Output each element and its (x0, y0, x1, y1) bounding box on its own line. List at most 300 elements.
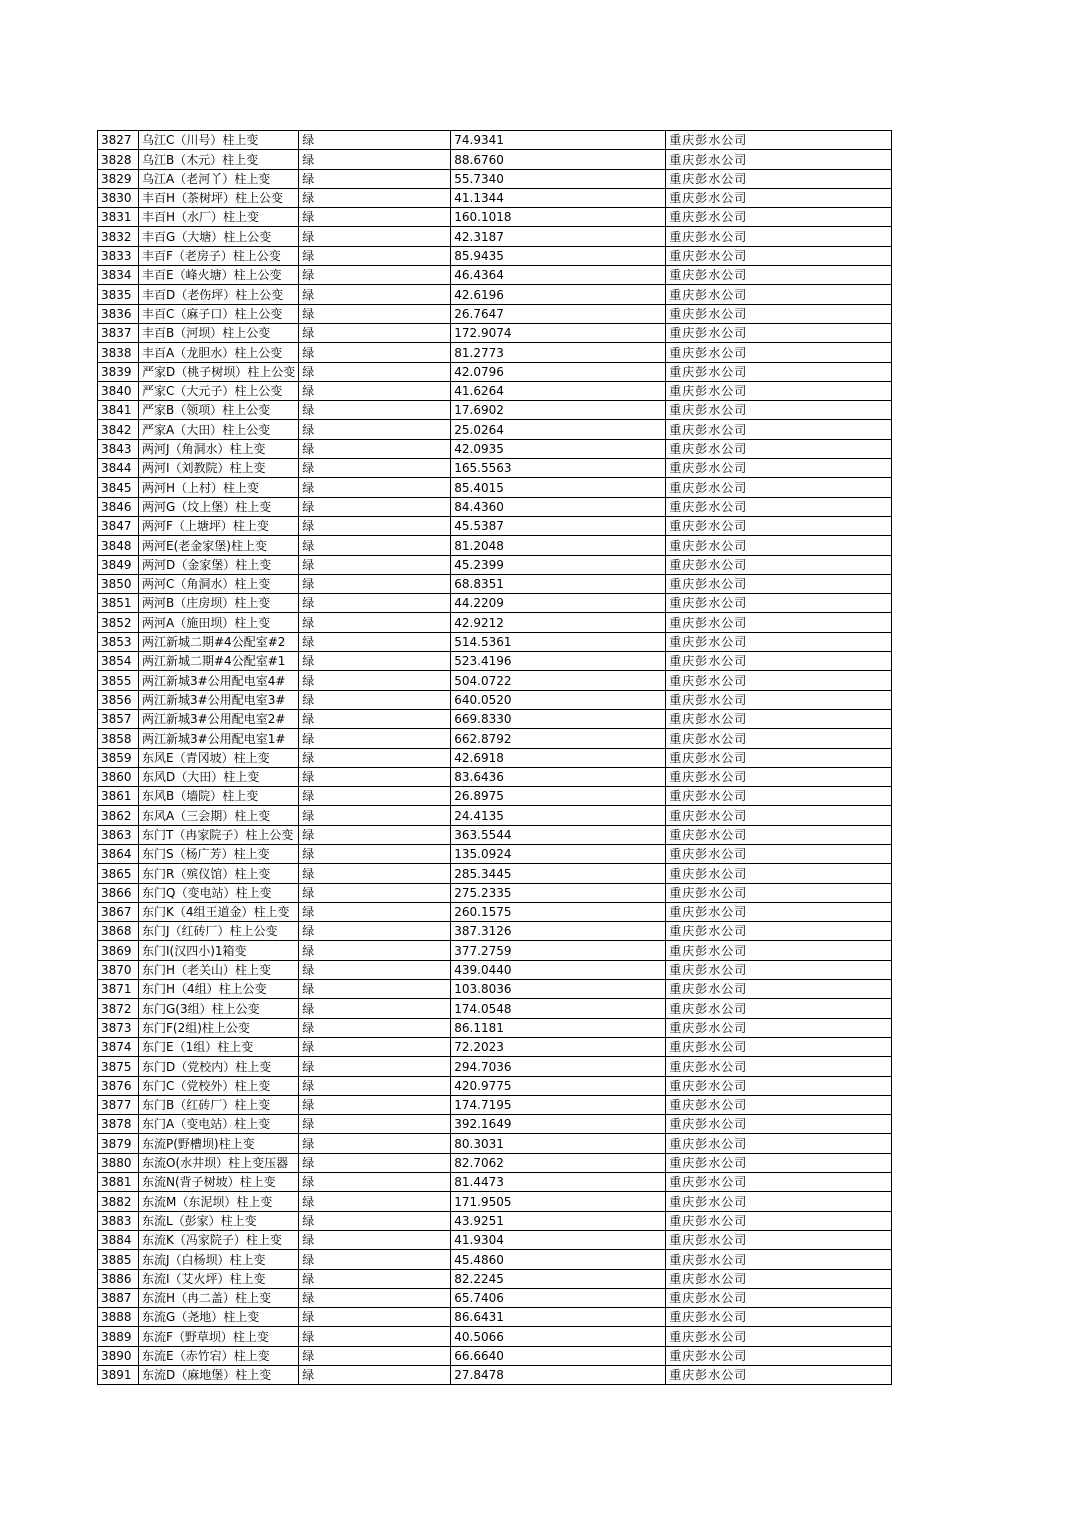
value-cell: 45.5387 (451, 516, 666, 535)
company-cell: 重庆彭水公司 (666, 1076, 892, 1095)
value-cell: 523.4196 (451, 652, 666, 671)
table-row (98, 844, 892, 863)
company-cell: 重庆彭水公司 (666, 1308, 892, 1327)
station-name-cell: 两江新城3#公用配电室1# (139, 729, 299, 748)
status-color-cell: 绿 (299, 574, 451, 593)
status-color-cell: 绿 (299, 632, 451, 651)
company-cell: 重庆彭水公司 (666, 459, 892, 478)
table-row (98, 883, 892, 902)
value-cell: 86.6431 (451, 1308, 666, 1327)
station-name-cell: 两河J（角洞水）柱上变 (139, 439, 299, 458)
value-cell: 81.2773 (451, 343, 666, 362)
status-color-cell: 绿 (299, 1327, 451, 1346)
company-cell: 重庆彭水公司 (666, 902, 892, 921)
station-name-cell: 东流F（野草坝）柱上变 (139, 1327, 299, 1346)
value-cell: 88.6760 (451, 150, 666, 169)
station-name-cell: 东风D（大田）柱上变 (139, 767, 299, 786)
table-row (98, 1095, 892, 1114)
value-cell: 25.0264 (451, 420, 666, 439)
station-name-cell: 两河A（施田坝）柱上变 (139, 613, 299, 632)
status-color-cell: 绿 (299, 690, 451, 709)
row-number-cell: 3840 (98, 381, 139, 400)
row-number-cell: 3851 (98, 594, 139, 613)
table-row (98, 208, 892, 227)
company-cell: 重庆彭水公司 (666, 787, 892, 806)
status-color-cell: 绿 (299, 150, 451, 169)
company-cell: 重庆彭水公司 (666, 323, 892, 342)
table-row (98, 516, 892, 535)
row-number-cell: 3854 (98, 652, 139, 671)
station-name-cell: 丰百E（峰火塘）柱上公变 (139, 266, 299, 285)
status-color-cell: 绿 (299, 246, 451, 265)
table-row (98, 767, 892, 786)
value-cell: 86.1181 (451, 1018, 666, 1037)
station-name-cell: 东门S（杨广芳）柱上变 (139, 844, 299, 863)
row-number-cell: 3879 (98, 1134, 139, 1153)
station-name-cell: 严家A（大田）柱上公变 (139, 420, 299, 439)
company-cell: 重庆彭水公司 (666, 439, 892, 458)
station-name-cell: 两河D（金家堡）柱上变 (139, 555, 299, 574)
row-number-cell: 3876 (98, 1076, 139, 1095)
row-number-cell: 3887 (98, 1288, 139, 1307)
status-color-cell: 绿 (299, 960, 451, 979)
station-name-cell: 严家B（领项）柱上公变 (139, 401, 299, 420)
table-row (98, 497, 892, 516)
table-row (98, 536, 892, 555)
status-color-cell: 绿 (299, 227, 451, 246)
row-number-cell: 3849 (98, 555, 139, 574)
status-color-cell: 绿 (299, 748, 451, 767)
value-cell: 260.1575 (451, 902, 666, 921)
company-cell: 重庆彭水公司 (666, 574, 892, 593)
table-row (98, 999, 892, 1018)
company-cell: 重庆彭水公司 (666, 1018, 892, 1037)
status-color-cell: 绿 (299, 825, 451, 844)
value-cell: 392.1649 (451, 1115, 666, 1134)
row-number-cell: 3827 (98, 131, 139, 150)
status-color-cell: 绿 (299, 1173, 451, 1192)
station-name-cell: 两江新城3#公用配电室2# (139, 709, 299, 728)
table-row (98, 304, 892, 323)
table-row (98, 343, 892, 362)
station-name-cell: 东流E（赤竹宕）柱上变 (139, 1346, 299, 1365)
status-color-cell: 绿 (299, 343, 451, 362)
table-row (98, 690, 892, 709)
value-cell: 171.9505 (451, 1192, 666, 1211)
company-cell: 重庆彭水公司 (666, 1288, 892, 1307)
company-cell: 重庆彭水公司 (666, 941, 892, 960)
company-cell: 重庆彭水公司 (666, 1115, 892, 1134)
company-cell: 重庆彭水公司 (666, 188, 892, 207)
station-name-cell: 东流J（白杨坝）柱上变 (139, 1250, 299, 1269)
row-number-cell: 3829 (98, 169, 139, 188)
company-cell: 重庆彭水公司 (666, 1057, 892, 1076)
station-name-cell: 东门T（冉家院子）柱上公变 (139, 825, 299, 844)
row-number-cell: 3878 (98, 1115, 139, 1134)
table-row (98, 266, 892, 285)
station-name-cell: 丰百H（水厂）柱上变 (139, 208, 299, 227)
status-color-cell: 绿 (299, 1115, 451, 1134)
row-number-cell: 3853 (98, 632, 139, 651)
row-number-cell: 3889 (98, 1327, 139, 1346)
value-cell: 84.4360 (451, 497, 666, 516)
station-name-cell: 东风A（三会期）柱上变 (139, 806, 299, 825)
value-cell: 103.8036 (451, 980, 666, 999)
row-number-cell: 3888 (98, 1308, 139, 1327)
station-name-cell: 东门D（党校内）柱上变 (139, 1057, 299, 1076)
station-name-cell: 东流M（东泥坝）柱上变 (139, 1192, 299, 1211)
row-number-cell: 3875 (98, 1057, 139, 1076)
station-name-cell: 两河H（上村）柱上变 (139, 478, 299, 497)
status-color-cell: 绿 (299, 613, 451, 632)
station-name-cell: 乌江A（老河丫）柱上变 (139, 169, 299, 188)
company-cell: 重庆彭水公司 (666, 1230, 892, 1249)
status-color-cell: 绿 (299, 671, 451, 690)
value-cell: 45.4860 (451, 1250, 666, 1269)
value-cell: 42.0935 (451, 439, 666, 458)
status-color-cell: 绿 (299, 536, 451, 555)
table-row (98, 1153, 892, 1172)
station-name-cell: 严家D（桃子树坝）柱上公变 (139, 362, 299, 381)
status-color-cell: 绿 (299, 323, 451, 342)
table-row (98, 787, 892, 806)
value-cell: 174.0548 (451, 999, 666, 1018)
company-cell: 重庆彭水公司 (666, 381, 892, 400)
row-number-cell: 3837 (98, 323, 139, 342)
value-cell: 44.2209 (451, 594, 666, 613)
row-number-cell: 3834 (98, 266, 139, 285)
table-row (98, 1230, 892, 1249)
table-row (98, 323, 892, 342)
value-cell: 42.3187 (451, 227, 666, 246)
value-cell: 72.2023 (451, 1037, 666, 1056)
row-number-cell: 3863 (98, 825, 139, 844)
row-number-cell: 3857 (98, 709, 139, 728)
station-name-cell: 东流D（麻地堡）柱上变 (139, 1366, 299, 1385)
row-number-cell: 3885 (98, 1250, 139, 1269)
value-cell: 83.6436 (451, 767, 666, 786)
value-cell: 662.8792 (451, 729, 666, 748)
status-color-cell: 绿 (299, 439, 451, 458)
value-cell: 17.6902 (451, 401, 666, 420)
value-cell: 43.9251 (451, 1211, 666, 1230)
row-number-cell: 3859 (98, 748, 139, 767)
row-number-cell: 3861 (98, 787, 139, 806)
value-cell: 40.5066 (451, 1327, 666, 1346)
value-cell: 160.1018 (451, 208, 666, 227)
row-number-cell: 3838 (98, 343, 139, 362)
status-color-cell: 绿 (299, 787, 451, 806)
value-cell: 42.6918 (451, 748, 666, 767)
value-cell: 80.3031 (451, 1134, 666, 1153)
row-number-cell: 3841 (98, 401, 139, 420)
status-color-cell: 绿 (299, 381, 451, 400)
station-name-cell: 东门C（党校外）柱上变 (139, 1076, 299, 1095)
station-name-cell: 东流O(水井坝）柱上变压器 (139, 1153, 299, 1172)
company-cell: 重庆彭水公司 (666, 1346, 892, 1365)
station-name-cell: 乌江C（川号）柱上变 (139, 131, 299, 150)
table-row (98, 1134, 892, 1153)
station-name-cell: 东门B（红砖厂）柱上变 (139, 1095, 299, 1114)
status-color-cell: 绿 (299, 131, 451, 150)
row-number-cell: 3869 (98, 941, 139, 960)
status-color-cell: 绿 (299, 767, 451, 786)
station-name-cell: 两河C（角洞水）柱上变 (139, 574, 299, 593)
row-number-cell: 3860 (98, 767, 139, 786)
status-color-cell: 绿 (299, 941, 451, 960)
table-row (98, 1211, 892, 1230)
table-row (98, 652, 892, 671)
status-color-cell: 绿 (299, 478, 451, 497)
status-color-cell: 绿 (299, 1057, 451, 1076)
value-cell: 81.2048 (451, 536, 666, 555)
status-color-cell: 绿 (299, 285, 451, 304)
company-cell: 重庆彭水公司 (666, 1134, 892, 1153)
table-row (98, 362, 892, 381)
table-row (98, 671, 892, 690)
table-body (98, 131, 892, 1385)
station-name-cell: 丰百A（龙胆水）柱上公变 (139, 343, 299, 362)
table-row (98, 1076, 892, 1095)
status-color-cell: 绿 (299, 420, 451, 439)
station-name-cell: 东门A（变电站）柱上变 (139, 1115, 299, 1134)
station-name-cell: 东流P(野槽坝)柱上变 (139, 1134, 299, 1153)
station-name-cell: 东门Q（变电站）柱上变 (139, 883, 299, 902)
status-color-cell: 绿 (299, 1018, 451, 1037)
station-name-cell: 东门R（殡仪馆）柱上变 (139, 864, 299, 883)
row-number-cell: 3833 (98, 246, 139, 265)
row-number-cell: 3862 (98, 806, 139, 825)
row-number-cell: 3828 (98, 150, 139, 169)
station-name-cell: 两河I（刘教院）柱上变 (139, 459, 299, 478)
row-number-cell: 3831 (98, 208, 139, 227)
table-row (98, 401, 892, 420)
row-number-cell: 3844 (98, 459, 139, 478)
value-cell: 42.0796 (451, 362, 666, 381)
company-cell: 重庆彭水公司 (666, 1327, 892, 1346)
row-number-cell: 3852 (98, 613, 139, 632)
table-row (98, 439, 892, 458)
status-color-cell: 绿 (299, 1230, 451, 1249)
company-cell: 重庆彭水公司 (666, 999, 892, 1018)
company-cell: 重庆彭水公司 (666, 709, 892, 728)
table-row (98, 1269, 892, 1288)
table-row (98, 980, 892, 999)
value-cell: 24.4135 (451, 806, 666, 825)
row-number-cell: 3890 (98, 1346, 139, 1365)
company-cell: 重庆彭水公司 (666, 150, 892, 169)
table-row (98, 825, 892, 844)
table-row (98, 1250, 892, 1269)
table-row (98, 131, 892, 150)
status-color-cell: 绿 (299, 1153, 451, 1172)
row-number-cell: 3830 (98, 188, 139, 207)
table-row (98, 1037, 892, 1056)
value-cell: 46.4364 (451, 266, 666, 285)
company-cell: 重庆彭水公司 (666, 1192, 892, 1211)
company-cell: 重庆彭水公司 (666, 246, 892, 265)
value-cell: 387.3126 (451, 922, 666, 941)
status-color-cell: 绿 (299, 902, 451, 921)
row-number-cell: 3877 (98, 1095, 139, 1114)
value-cell: 85.4015 (451, 478, 666, 497)
table-row (98, 285, 892, 304)
value-cell: 68.8351 (451, 574, 666, 593)
company-cell: 重庆彭水公司 (666, 420, 892, 439)
table-row (98, 1018, 892, 1037)
company-cell: 重庆彭水公司 (666, 516, 892, 535)
value-cell: 669.8330 (451, 709, 666, 728)
company-cell: 重庆彭水公司 (666, 690, 892, 709)
status-color-cell: 绿 (299, 1288, 451, 1307)
station-name-cell: 丰百H（茶树坪）柱上公变 (139, 188, 299, 207)
station-name-cell: 东流L（彭家）柱上变 (139, 1211, 299, 1230)
value-cell: 640.0520 (451, 690, 666, 709)
station-name-cell: 东流G（尧地）柱上变 (139, 1308, 299, 1327)
status-color-cell: 绿 (299, 266, 451, 285)
table-row (98, 748, 892, 767)
company-cell: 重庆彭水公司 (666, 478, 892, 497)
status-color-cell: 绿 (299, 1346, 451, 1365)
row-number-cell: 3882 (98, 1192, 139, 1211)
table-row (98, 613, 892, 632)
table-row (98, 574, 892, 593)
table-row (98, 227, 892, 246)
station-name-cell: 东门I(汉四小)1箱变 (139, 941, 299, 960)
table-row (98, 459, 892, 478)
station-name-cell: 东门H（4组）柱上公变 (139, 980, 299, 999)
station-name-cell: 东门H（老关山）柱上变 (139, 960, 299, 979)
status-color-cell: 绿 (299, 188, 451, 207)
value-cell: 275.2335 (451, 883, 666, 902)
station-name-cell: 东门G(3组）柱上公变 (139, 999, 299, 1018)
company-cell: 重庆彭水公司 (666, 227, 892, 246)
value-cell: 65.7406 (451, 1288, 666, 1307)
value-cell: 504.0722 (451, 671, 666, 690)
station-name-cell: 两江新城二期#4公配室#2 (139, 632, 299, 651)
company-cell: 重庆彭水公司 (666, 883, 892, 902)
table-row (98, 1173, 892, 1192)
row-number-cell: 3874 (98, 1037, 139, 1056)
company-cell: 重庆彭水公司 (666, 1153, 892, 1172)
value-cell: 420.9775 (451, 1076, 666, 1095)
station-name-cell: 两江新城3#公用配电室3# (139, 690, 299, 709)
status-color-cell: 绿 (299, 304, 451, 323)
station-name-cell: 东流H（冉二盖）柱上变 (139, 1288, 299, 1307)
table-row (98, 150, 892, 169)
station-name-cell: 两江新城二期#4公配室#1 (139, 652, 299, 671)
status-color-cell: 绿 (299, 1095, 451, 1114)
value-cell: 81.4473 (451, 1173, 666, 1192)
status-color-cell: 绿 (299, 1366, 451, 1385)
status-color-cell: 绿 (299, 1250, 451, 1269)
station-name-cell: 东流K（冯家院子）柱上变 (139, 1230, 299, 1249)
row-number-cell: 3845 (98, 478, 139, 497)
company-cell: 重庆彭水公司 (666, 748, 892, 767)
status-color-cell: 绿 (299, 555, 451, 574)
station-name-cell: 丰百D（老伤坪）柱上公变 (139, 285, 299, 304)
station-name-cell: 两河F（上塘坪）柱上变 (139, 516, 299, 535)
status-color-cell: 绿 (299, 594, 451, 613)
status-color-cell: 绿 (299, 497, 451, 516)
table-row (98, 922, 892, 941)
row-number-cell: 3864 (98, 844, 139, 863)
company-cell: 重庆彭水公司 (666, 536, 892, 555)
table-row (98, 1115, 892, 1134)
company-cell: 重庆彭水公司 (666, 1250, 892, 1269)
company-cell: 重庆彭水公司 (666, 613, 892, 632)
value-cell: 165.5563 (451, 459, 666, 478)
table-row (98, 246, 892, 265)
station-name-cell: 东流N(背子树坡）柱上变 (139, 1173, 299, 1192)
company-cell: 重庆彭水公司 (666, 401, 892, 420)
status-color-cell: 绿 (299, 401, 451, 420)
company-cell: 重庆彭水公司 (666, 304, 892, 323)
table-row (98, 420, 892, 439)
value-cell: 85.9435 (451, 246, 666, 265)
company-cell: 重庆彭水公司 (666, 343, 892, 362)
row-number-cell: 3870 (98, 960, 139, 979)
status-color-cell: 绿 (299, 208, 451, 227)
row-number-cell: 3880 (98, 1153, 139, 1172)
station-name-cell: 两河G（坟上堡）柱上变 (139, 497, 299, 516)
station-name-cell: 丰百C（麻子口）柱上公变 (139, 304, 299, 323)
value-cell: 41.6264 (451, 381, 666, 400)
value-cell: 26.8975 (451, 787, 666, 806)
row-number-cell: 3842 (98, 420, 139, 439)
row-number-cell: 3883 (98, 1211, 139, 1230)
value-cell: 172.9074 (451, 323, 666, 342)
row-number-cell: 3846 (98, 497, 139, 516)
row-number-cell: 3873 (98, 1018, 139, 1037)
company-cell: 重庆彭水公司 (666, 285, 892, 304)
station-name-cell: 东风B（墙院）柱上变 (139, 787, 299, 806)
company-cell: 重庆彭水公司 (666, 864, 892, 883)
status-color-cell: 绿 (299, 1134, 451, 1153)
table-row (98, 1192, 892, 1211)
company-cell: 重庆彭水公司 (666, 652, 892, 671)
table-row (98, 632, 892, 651)
station-name-cell: 乌江B（木元）柱上变 (139, 150, 299, 169)
station-name-cell: 东门K（4组王道金）柱上变 (139, 902, 299, 921)
value-cell: 439.0440 (451, 960, 666, 979)
row-number-cell: 3871 (98, 980, 139, 999)
table-row (98, 594, 892, 613)
row-number-cell: 3856 (98, 690, 139, 709)
status-color-cell: 绿 (299, 1076, 451, 1095)
value-cell: 55.7340 (451, 169, 666, 188)
company-cell: 重庆彭水公司 (666, 980, 892, 999)
status-color-cell: 绿 (299, 1269, 451, 1288)
company-cell: 重庆彭水公司 (666, 362, 892, 381)
status-color-cell: 绿 (299, 729, 451, 748)
company-cell: 重庆彭水公司 (666, 632, 892, 651)
company-cell: 重庆彭水公司 (666, 266, 892, 285)
status-color-cell: 绿 (299, 362, 451, 381)
row-number-cell: 3832 (98, 227, 139, 246)
value-cell: 74.9341 (451, 131, 666, 150)
row-number-cell: 3839 (98, 362, 139, 381)
company-cell: 重庆彭水公司 (666, 825, 892, 844)
table-row (98, 729, 892, 748)
company-cell: 重庆彭水公司 (666, 729, 892, 748)
company-cell: 重庆彭水公司 (666, 169, 892, 188)
row-number-cell: 3836 (98, 304, 139, 323)
status-color-cell: 绿 (299, 709, 451, 728)
status-color-cell: 绿 (299, 516, 451, 535)
company-cell: 重庆彭水公司 (666, 1269, 892, 1288)
value-cell: 42.6196 (451, 285, 666, 304)
